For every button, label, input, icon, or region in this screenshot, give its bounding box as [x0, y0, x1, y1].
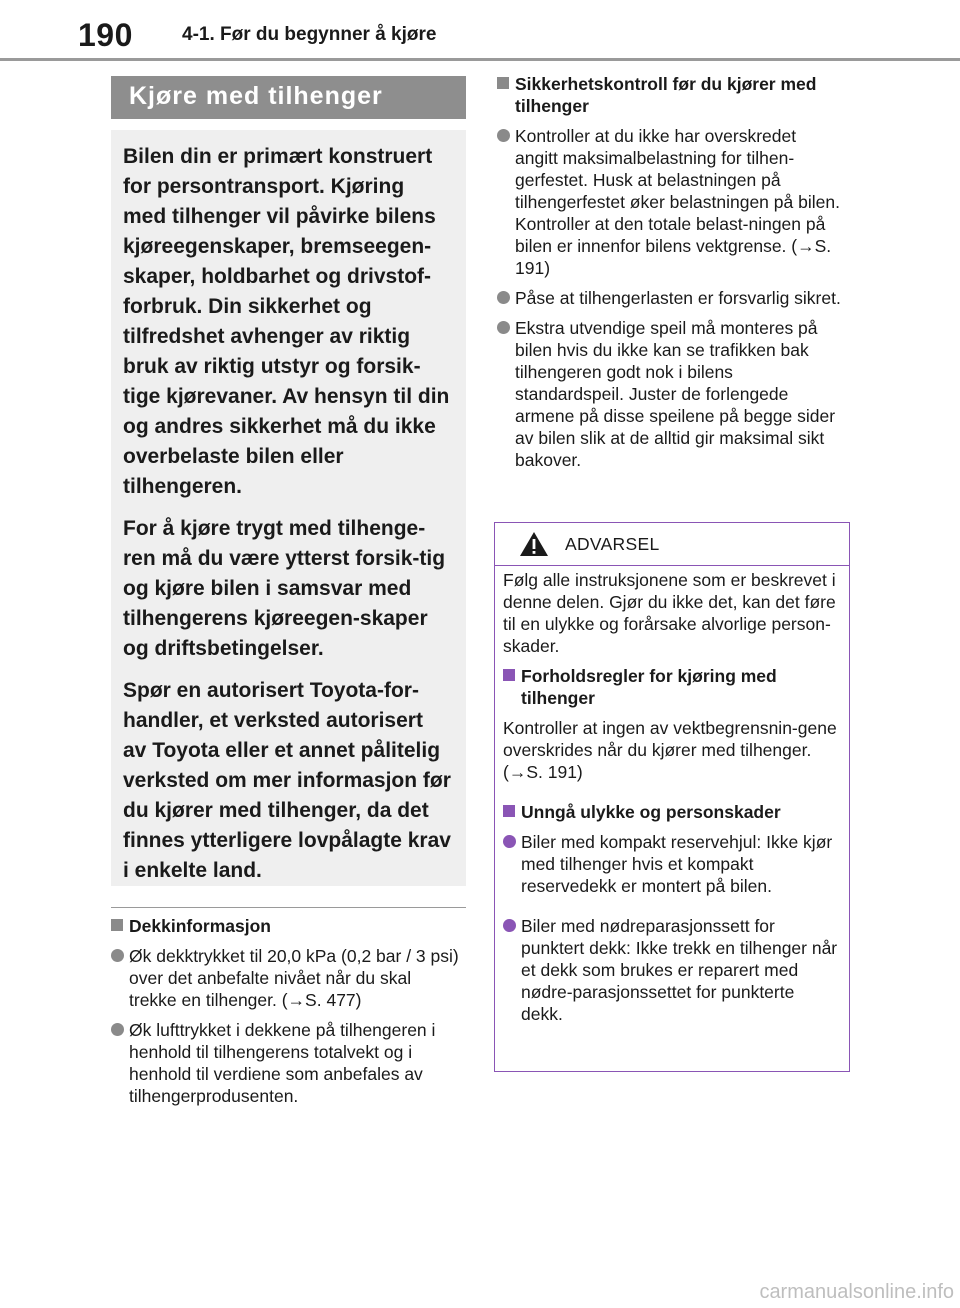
- intro-paragraph-1: Bilen din er primært konstruert for persontransport. Kjøring med tilhenger vil påvirke bilens kjøreegenskaper, bremseegen-skaper, holdbarhet og drivstof-forbruk. Din sikkerhet og tilfredshet avhenger av riktig bruk av riktig utstyr og forsik-tige kjørevaner. Av hensyn til din og andres sikkerhet må du ikke overbelaste bilen eller tilhengeren.: [123, 145, 450, 498]
- bullet-dot-icon: [111, 949, 124, 962]
- warning-subheading-1: Forholdsregler for kjøring med tilhenger: [503, 665, 839, 709]
- tire-info-bullet-2: Øk lufttrykket i dekkene på tilhengeren i henhold til tilhengerens totalvekt og i henhold til verdiene som anbefales av tilhengerprodusenten.: [111, 1019, 463, 1107]
- tire-info-bullet-1: Øk dekktrykket til 20,0 kPa (0,2 bar / 3 psi) over det anbefalte nivået når du skal trekke en tilhenger. (→S. 477): [111, 945, 463, 1011]
- intro-paragraph-3: Spør en autorisert Toyota-for-handler, et verksted autorisert av Toyota eller et annet pålitelig verksted om mer informasjon før du kjører med tilhenger, da det finnes ytterligere lovpålagte krav i enkelte land.: [123, 679, 451, 882]
- safety-check-heading: Sikkerhetskontroll før du kjører med tilhenger: [497, 73, 842, 117]
- square-bullet-icon: [503, 805, 515, 817]
- intro-box: [111, 130, 466, 886]
- warning-sub1-text: Kontroller at ingen av vektbegrensnin-gene overskrides når du kjører med tilhenger. (→S. 191): [503, 718, 837, 782]
- bullet-dot-icon: [497, 129, 510, 142]
- watermark: carmanualsonline.info: [759, 1281, 954, 1303]
- topic-title-bar: [111, 76, 466, 119]
- warning-title: ADVARSEL: [565, 534, 660, 554]
- topic-title: Kjøre med tilhenger: [129, 82, 383, 110]
- tire-info-section: [111, 915, 463, 1107]
- safety-check-bullet-3: Ekstra utvendige speil må monteres på bilen hvis du ikke kan se trafikken bak tilhengeren godt nok i bilens standardspeil. Juster de forlengede armene på disse speilene på begge sider av bilen slik at de alltid gir maksimal sikt bakover.: [497, 317, 842, 471]
- bullet-dot-icon: [497, 321, 510, 334]
- safety-check-section: [497, 73, 842, 471]
- warning-header: [495, 523, 849, 566]
- section-title: 4-1. Før du begynner å kjøre: [182, 24, 437, 45]
- safety-check-bullet-2: Påse at tilhengerlasten er forsvarlig sikret.: [497, 287, 842, 309]
- warning-body: [503, 569, 839, 1025]
- bullet-dot-icon: [503, 835, 516, 848]
- tire-info-heading: Dekkinformasjon: [111, 915, 463, 937]
- bullet-dot-icon: [503, 919, 516, 932]
- page-number: 190: [78, 17, 133, 53]
- bullet-dot-icon: [111, 1023, 124, 1036]
- intro-paragraph-2: For å kjøre trygt med tilhenge-ren må du være ytterst forsik-tig og kjøre bilen i samsvar med tilhengerens kjøreegen-skaper og driftsbetingelser.: [123, 517, 446, 660]
- warning-bullet-1: Biler med kompakt reservehjul: Ikke kjør med tilhenger hvis et kompakt reservedekk er montert på bilen.: [503, 831, 839, 897]
- page-header: [0, 0, 960, 62]
- warning-bullet-2: Biler med nødreparasjonssett for punktert dekk: Ikke trekk en tilhenger når et dekk som brukes er reparert med nødre-parasjonssettet for punkterte dekk.: [503, 915, 839, 1025]
- square-bullet-icon: [503, 669, 515, 681]
- safety-check-bullet-1: Kontroller at du ikke har overskredet angitt maksimalbelastning for tilhen-gerfestet. Husk at belastningen på tilhengerfestet øker belastningen på bilen. Kontroller at den totale belast-ningen på bilen er innenfor bilens vektgrense. (→S. 191): [497, 125, 842, 279]
- warning-triangle-icon: [519, 531, 549, 557]
- warning-box: [494, 522, 850, 1072]
- section-divider: [111, 907, 466, 908]
- warning-subheading-2: Unngå ulykke og personskader: [503, 801, 839, 823]
- warning-intro: Følg alle instruksjonene som er beskrevet i denne delen. Gjør du ikke det, kan det føre til en ulykke og forårsake alvorlige person-skader.: [503, 570, 836, 656]
- header-divider: [0, 58, 960, 61]
- bullet-dot-icon: [497, 291, 510, 304]
